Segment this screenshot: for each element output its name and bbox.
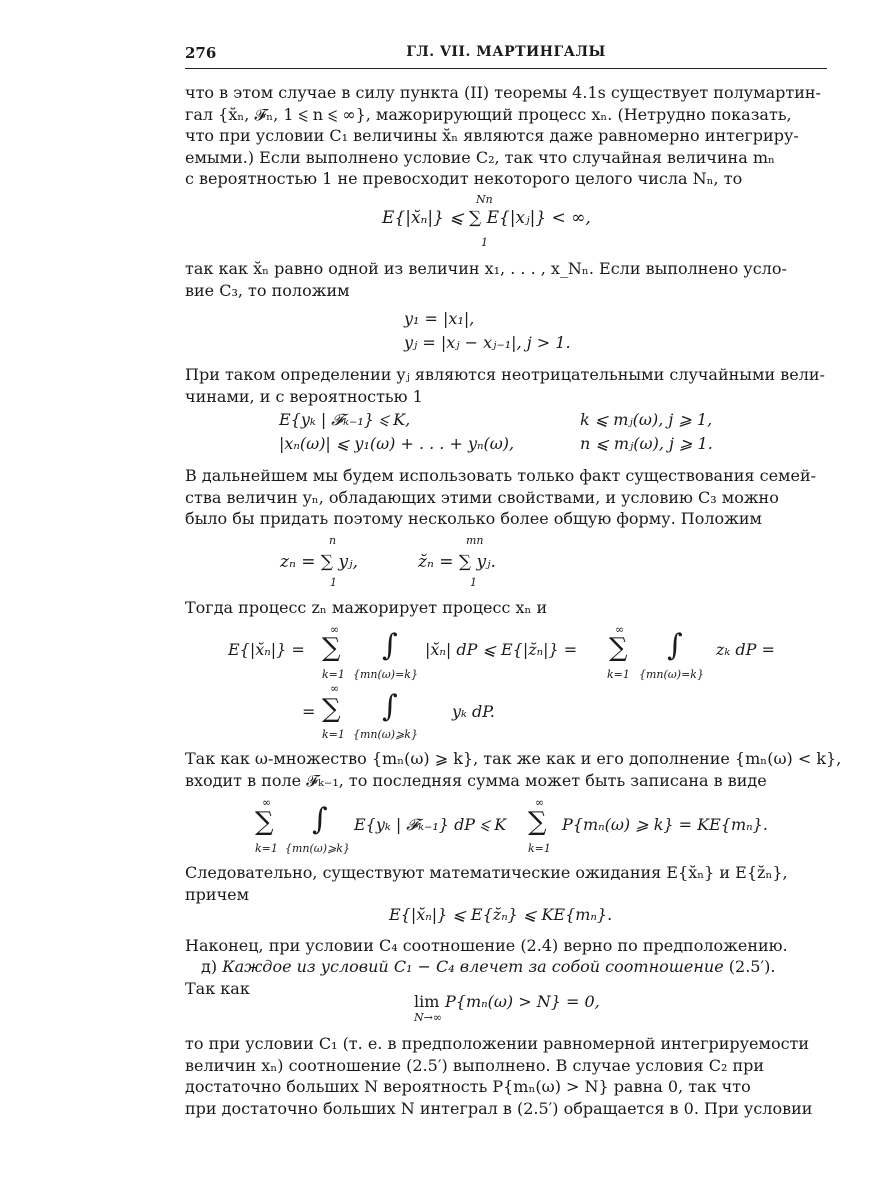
text-line: Тогда процесс zₙ мажорирует процесс xₙ и [185,598,548,617]
equation-final-bound: E{|x̆ₙ|} ⩽ E{z̆ₙ} ⩽ KE{mₙ}. [389,905,613,924]
text-line: с вероятностью 1 не превосходит некоторого целого числа Nₙ, то [185,169,743,188]
sum-upper-limit: ∞ [330,623,340,636]
summation-sign: ∑ [255,807,274,837]
equation-probability-sum: P{mₙ(ω) ⩾ k} = KE{mₙ}. [562,815,768,834]
paragraph-7 [185,862,827,905]
integral-sign: ∫ [382,628,398,663]
summation-sign: ∑ [528,807,547,837]
text-line: емыми.) Если выполнено условие C₂, так что случайная величина mₙ [185,147,775,167]
integral-sign: ∫ [382,689,398,724]
text-line: входит в поле 𝓕ₖ₋₁, то последняя сумма может быть записана в виде [185,770,767,790]
text-line: гал {x̆ₙ, 𝓕ₙ, 1 ⩽ n ⩽ ∞}, мажорирующий процесс xₙ. (Нетрудно показать, [185,104,792,124]
equation-conditional-integral: E{yₖ | 𝓕ₖ₋₁} dP ⩽ K [354,815,507,834]
equation-z-breve-sum: z̆ₙ = ∑ yⱼ. [418,552,496,572]
integral-sign: ∫ [312,802,328,837]
paragraph-5 [185,597,827,619]
sum-lower-limit: k=1 [322,728,345,741]
lim-subscript: N→∞ [414,1011,443,1024]
equation-conditional-bound: E{yₖ | 𝓕ₖ₋₁} ⩽ K, [279,410,411,429]
paragraph-2 [185,258,827,301]
sum-upper-limit: ∞ [535,796,545,809]
sum-lower-limit: k=1 [528,842,551,855]
paragraph-6 [185,748,842,791]
item-marker: д) [201,957,223,976]
equation-yj: yⱼ = |xⱼ − xⱼ₋₁|, j > 1. [404,333,571,352]
chapter-title: ГЛ. VII. МАРТИНГАЛЫ [406,44,606,60]
equation-x-bound: |xₙ(ω)| ⩽ y₁(ω) + . . . + yₙ(ω), [279,434,515,453]
summation-sign: ∑ [322,633,341,663]
sum-lower-limit: 1 [330,576,337,589]
text-line: вие C₃, то положим [185,280,350,300]
text-line: Так как [185,978,250,998]
text-line: достаточно больших N вероятность P{mₙ(ω) > N} равна 0, так что [185,1077,751,1096]
text-line: при достаточно больших N интеграл в (2.5′) обращается в 0. При условии [185,1098,813,1118]
paragraph-3 [185,364,827,407]
sum-upper-limit: ∞ [330,682,340,695]
equation-limit: P{mₙ(ω) > N} = 0, [445,992,600,1011]
text-line: При таком определении yⱼ являются неотрицательными случайными вели- [185,365,825,384]
text-line: величин xₙ) соотношение (2.5′) выполнено. В случае условия C₂ при [185,1055,765,1075]
sum-upper-limit: ∞ [615,623,625,636]
sum-lower-limit: k=1 [607,668,630,681]
page-number: 276 [185,44,217,62]
equation-integral-y: yₖ dP. [452,702,495,721]
text-line: так как x̆ₙ равно одной из величин x₁, . . . , x_Nₙ. Если выполнено усло- [185,259,787,278]
sum-lower-limit: 1 [481,236,488,249]
text-line: Так как ω-множество {mₙ(ω) ⩾ k}, так же как и его дополнение {mₙ(ω) < k}, [185,749,842,768]
running-header [185,44,827,69]
sum-upper-limit: ∞ [262,796,272,809]
text-line: было бы придать поэтому несколько более общую форму. Положим [185,509,762,528]
italic-statement: Каждое из условий C₁ − C₄ влечет за собой соотношение [222,957,724,976]
text-line: что при условии C₁ величины x̆ₙ являются даже равномерно интегриру- [185,126,799,145]
paragraph-1 [185,82,827,190]
sum-lower-limit: k=1 [322,668,345,681]
integral-sign: ∫ [667,628,683,663]
integral-domain: {mn(ω)=k} [353,668,418,681]
equation-condition-range: n ⩽ mⱼ(ω), j ⩾ 1. [580,434,713,453]
equation-z-sum: zₙ = ∑ yⱼ, [280,552,358,572]
text-line [185,956,827,978]
equation-equals: = [302,702,316,721]
equation-reference: (2.5′). [723,957,776,976]
text-line: то при условии C₁ (т. е. в предположении равномерной интегрируемости [185,1034,810,1053]
summation-sign: ∑ [609,633,628,663]
sum-upper-limit: mn [466,534,484,547]
equation-condition-range: k ⩽ mⱼ(ω), j ⩾ 1, [580,410,713,429]
integral-domain: {mn(ω)⩾k} [353,728,418,741]
text-line: Наконец, при условии C₄ соотношение (2.4) верно по предположению. [185,936,788,955]
integral-domain: {mn(ω)=k} [639,668,704,681]
summation-sign: ∑ [322,694,341,724]
text-line: В дальнейшем мы будем использовать только факт существования семей- [185,466,817,485]
lim-operator: lim [414,992,440,1011]
text-line: причем [185,884,250,904]
integral-domain: {mn(ω)⩾k} [285,842,350,855]
paragraph-8 [185,935,827,957]
sum-upper-limit: n [329,534,337,547]
text-line: чинами, и с вероятностью 1 [185,386,423,406]
text-line: что в этом случае в силу пункта (II) теоремы 4.1s существует полумартин- [185,83,821,102]
sum-upper-limit: Nn [476,193,493,206]
paragraph-4 [185,465,827,530]
paragraph-10 [185,1033,827,1119]
equation-integral-z: zₖ dP = [716,640,775,659]
equation-y1: y₁ = |x₁|, [404,309,475,328]
equation-expectation-x-breve: E{|x̆ₙ|} = [228,640,305,659]
text-line: ства величин yₙ, обладающих этими свойствами, и условию C₃ можно [185,487,779,507]
sum-lower-limit: 1 [470,576,477,589]
sum-lower-limit: k=1 [255,842,278,855]
text-line: Следовательно, существуют математические ожидания E{x̆ₙ} и E{z̆ₙ}, [185,863,788,882]
equation-expectation-bound: E{|x̆ₙ|} ⩽ ∑ E{|xⱼ|} < ∞, [382,208,591,228]
equation-integral-x: |x̆ₙ| dP ⩽ E{|z̆ₙ|} = [425,640,578,659]
